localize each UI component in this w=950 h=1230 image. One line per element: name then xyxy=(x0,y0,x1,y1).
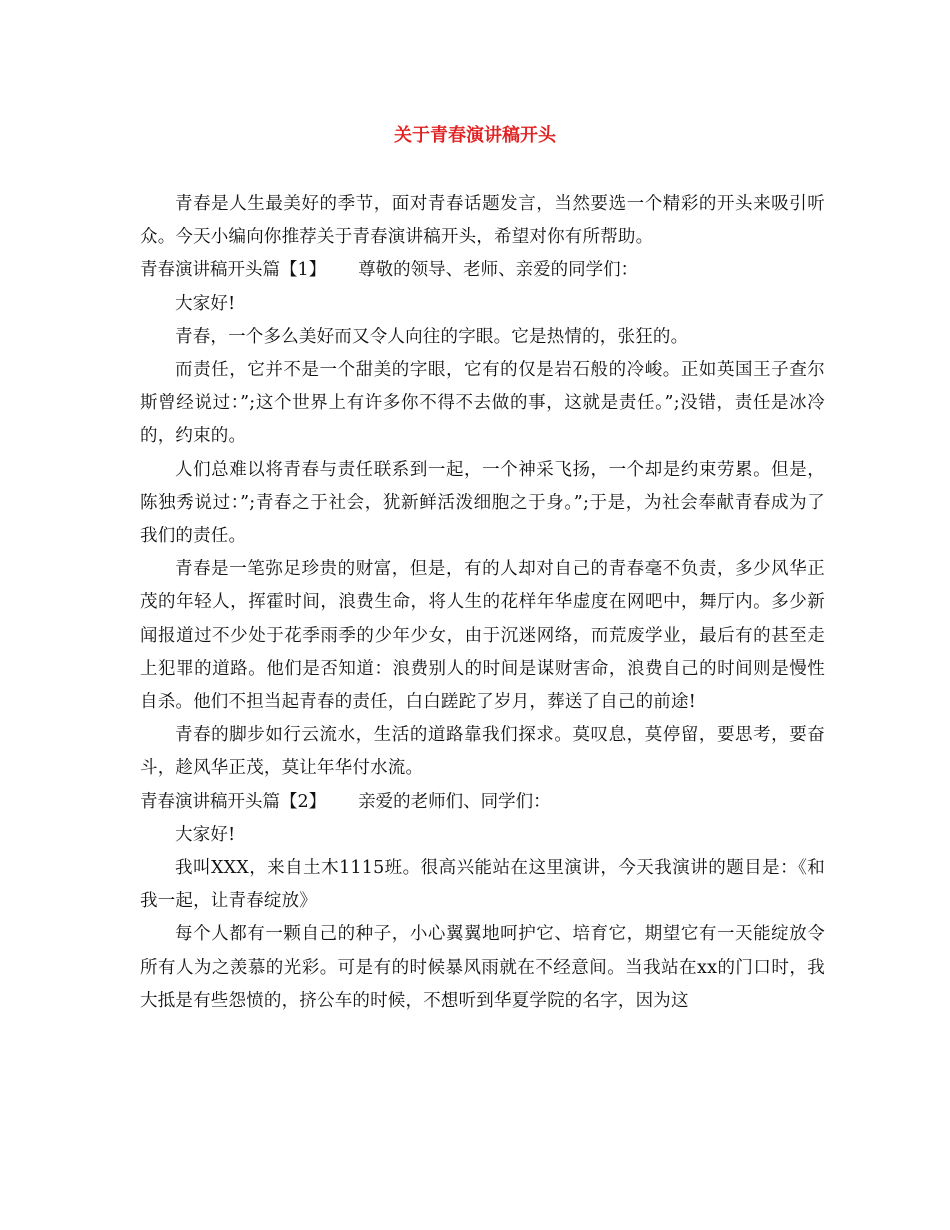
section-2-greeting: 大家好! xyxy=(175,824,236,845)
section-1-greeting: 大家好! xyxy=(175,293,236,314)
section-2-paragraph: 每个人都有一颗自己的种子，小心翼翼地呵护它、培育它，期望它有一天能绽放令所有人为之羡慕的光彩。可是有的时候暴风雨就在不经意间。当我站在xx的门口时，我大抵是有些怨愤的，挤公车的时候，不想听到华夏学院的名字，因为这 xyxy=(140,924,825,1011)
section-1-paragraph: 而责任，它并不是一个甜美的字眼，它有的仅是岩石般的冷峻。正如英国王子查尔斯曾经说过：”;这个世界上有许多你不得不去做的事，这就是责任。”;没错，责任是冰冷的，约束的。 xyxy=(140,360,825,447)
document-body xyxy=(140,188,825,1018)
document-title: 关于青春演讲稿开头 xyxy=(394,125,556,146)
section-1-paragraph: 青春的脚步如行云流水，生活的道路靠我们探求。莫叹息，莫停留，要思考，要奋斗，趁风华正茂，莫让年华付水流。 xyxy=(140,725,825,779)
section-1-heading: 青春演讲稿开头篇【1】 xyxy=(140,260,327,281)
section-1-paragraph: 青春，一个多么美好而又令人向往的字眼。它是热情的，张狂的。 xyxy=(175,326,689,347)
section-1-paragraph: 青春是一笔弥足珍贵的财富，但是，有的人却对自己的青春毫不负责，多少风华正茂的年轻人，挥霍时间，浪费生命，将人生的花样年华虚度在网吧中，舞厅内。多少新闻报道过不少处于花季雨季的少年少女，由于沉迷网络，而荒废学业，最后有的甚至走上犯罪的道路。他们是否知道：浪费别人的时间是谋财害命，浪费自己的时间则是慢性自杀。他们不担当起青春的责任，白白蹉跎了岁月，葬送了自己的前途! xyxy=(140,559,825,713)
section-2-salutation: 亲爱的老师们、同学们： xyxy=(358,791,551,812)
section-1-paragraph: 人们总难以将青春与责任联系到一起，一个神采飞扬，一个却是约束劳累。但是，陈独秀说过：”;青春之于社会，犹新鲜活泼细胞之于身。”;于是，为社会奉献青春成为了我们的责任。 xyxy=(140,459,825,547)
section-2-heading-line xyxy=(140,786,825,819)
section-2-paragraph: 我叫XXX，来自土木1115班。很高兴能站在这里演讲，今天我演讲的题目是：《和我一起，让青春绽放》 xyxy=(140,858,825,912)
section-1-salutation: 尊敬的领导、老师、亲爱的同学们： xyxy=(358,260,639,281)
section-1-heading-line xyxy=(140,254,825,287)
section-2-heading: 青春演讲稿开头篇【2】 xyxy=(140,791,327,812)
intro-paragraph: 青春是人生最美好的季节，面对青春话题发言，当然要选一个精彩的开头来吸引听众。今天小编向你推荐关于青春演讲稿开头，希望对你有所帮助。 xyxy=(140,194,825,248)
